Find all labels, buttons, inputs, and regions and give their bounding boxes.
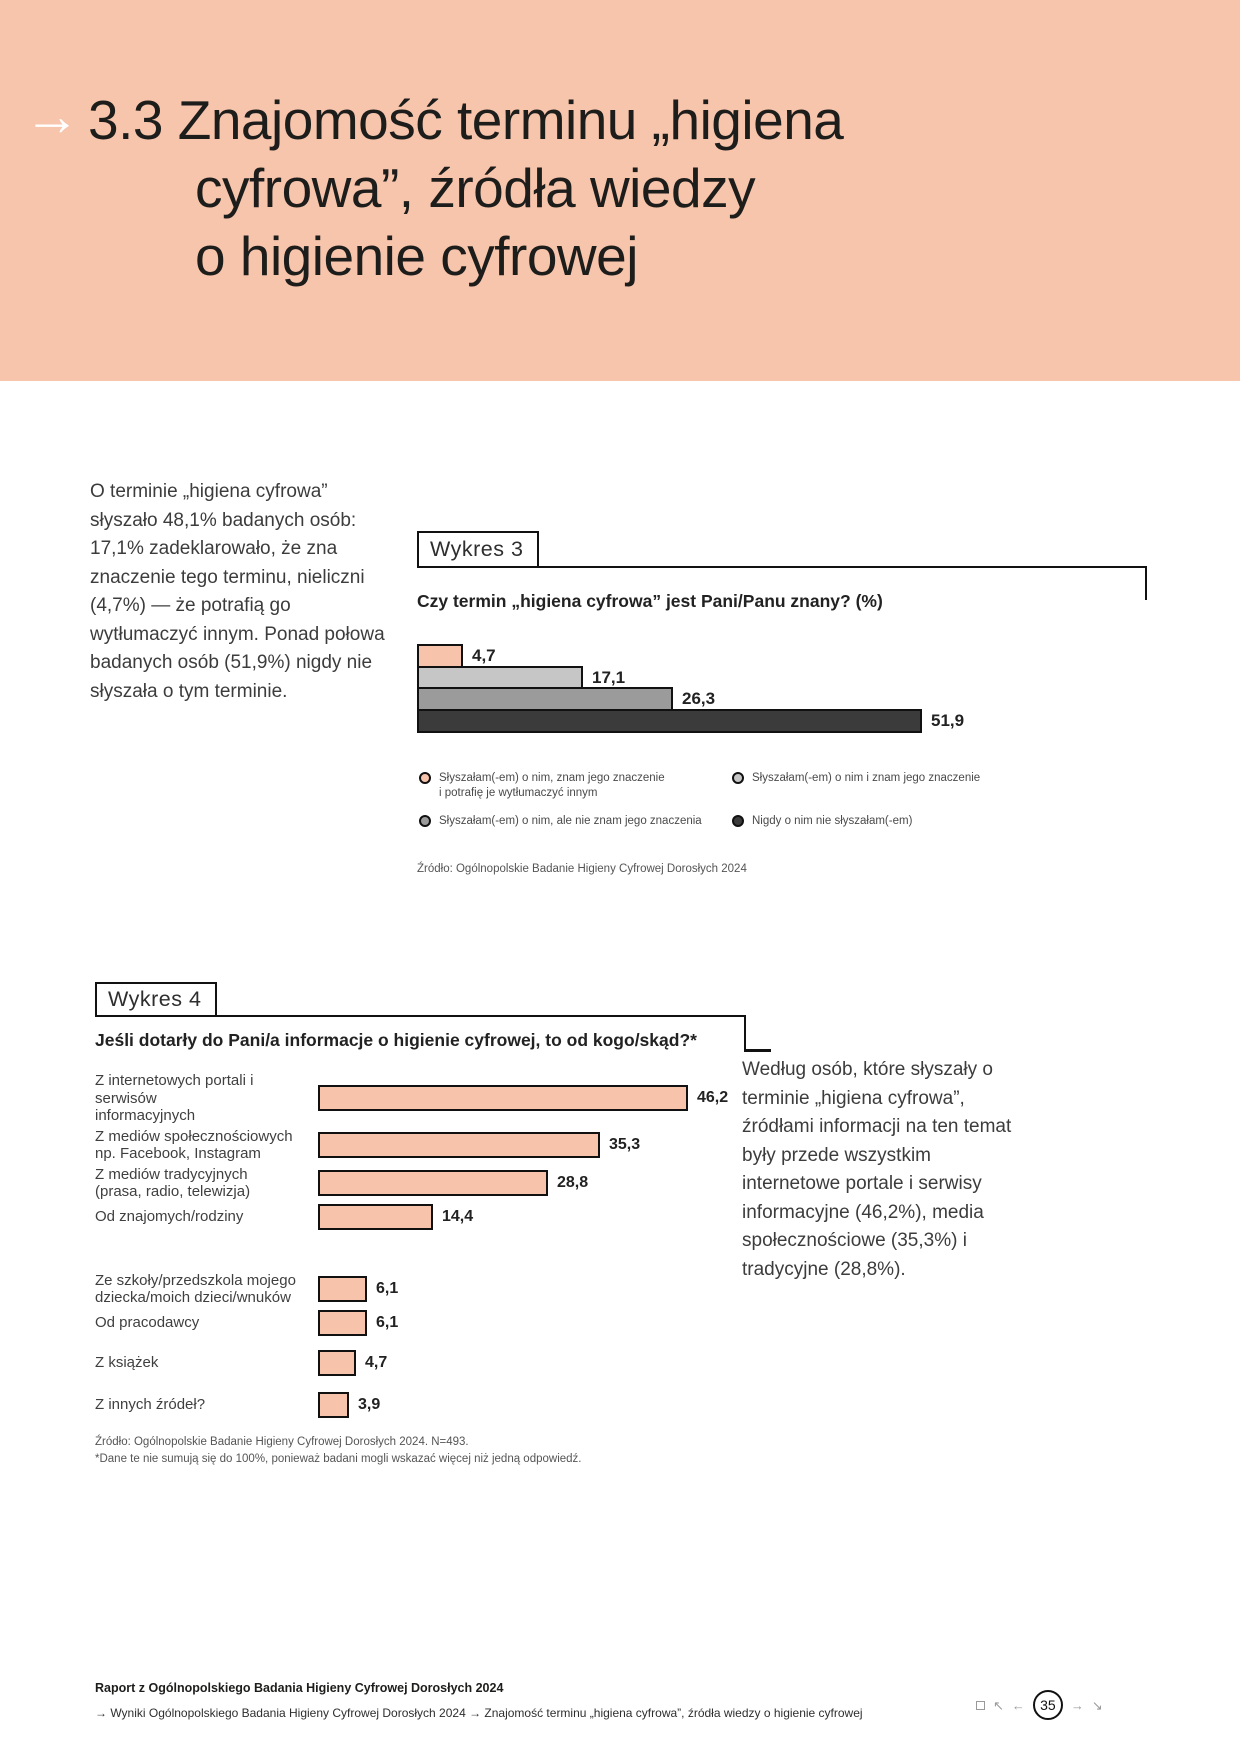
chart-4-bar: [318, 1392, 349, 1418]
legend-dot-icon: [732, 815, 744, 827]
section-arrow-icon: →: [24, 84, 80, 147]
chart-3-bar-row: [417, 644, 964, 668]
intro-paragraph: O terminie „higiena cyfrowa” słyszało 48,1% badanych osób: 17,1% zadeklarowało, że zna znaczenie tego terminu, nieliczni (4,7%) — że potrafią go wytłumaczyć innym. Ponad połowa badanych osób (51,9%) nigdy nie słyszała o tym terminie.: [90, 481, 385, 702]
chart-3-bar-value: 26,3: [682, 689, 716, 708]
arrow-up-left-icon[interactable]: ↖: [993, 1697, 1004, 1713]
legend-label: Słyszałam(-em) o nim i znam jego znaczenie: [752, 772, 981, 784]
chart-4-bar-row: [95, 1204, 795, 1230]
chart-3-bar: [417, 644, 463, 668]
chart-3-legend: [419, 771, 980, 829]
chart-3-bar-row: [417, 709, 964, 733]
page-title-line-1: 3.3 Znajomość terminu „higiena: [88, 89, 844, 151]
chart-4-bar-row: [95, 1128, 795, 1163]
aside-paragraph: Według osób, które słyszały o terminie „higiena cyfrowa”, źródłami informacji na ten temat były przede wszystkim internetowe portale i serwisy informacyjne (46,2%), media społecznościowe (35,3%) i tradycyjne (28,8%).: [742, 1059, 1012, 1280]
section-header-banner: [0, 0, 1240, 381]
legend-item: [732, 771, 980, 800]
chart-4-connector-line-vertical: [744, 1015, 747, 1052]
chart-4-bar-row: [95, 1072, 795, 1125]
chart-4-bar-row: [95, 1272, 795, 1307]
chart-3-bar-value: 4,7: [472, 646, 496, 665]
page-title: [88, 86, 843, 290]
legend-label: Słyszałam(-em) o nim, ale nie znam jego znaczenia: [439, 815, 702, 827]
chart-4-bar: [318, 1276, 367, 1302]
chart-3-title: Czy termin „higiena cyfrowa” jest Pani/Panu znany? (%): [417, 591, 883, 611]
footer-report-title: Raport z Ogólnopolskiego Badania Higieny Cyfrowej Dorosłych 2024: [95, 1681, 504, 1695]
chart-4-category-label: Z internetowych portali i serwisów informacyjnych: [95, 1072, 254, 1124]
chart-3-bar-row: [417, 666, 964, 690]
chart-4-bar-value: 4,7: [365, 1353, 388, 1371]
chart-4-bar-value: 6,1: [376, 1313, 399, 1331]
chart-4-bar-row: [95, 1166, 795, 1201]
chart-4-bar: [318, 1350, 356, 1376]
chart-4-bar: [318, 1132, 600, 1158]
arrow-left-icon[interactable]: ←: [1011, 1697, 1025, 1713]
chart-3-section: [417, 531, 1157, 891]
chart-4-title: Jeśli dotarły do Pani/a informacje o higienie cyfrowej, to od kogo/skąd?*: [95, 1030, 697, 1050]
chart-3-bar: [417, 709, 922, 733]
chart-4-bar-value: 35,3: [609, 1136, 641, 1153]
chart-3-bar: [417, 687, 673, 711]
chart-3-source: Źródło: Ogólnopolskie Badanie Higieny Cyfrowej Dorosłych 2024: [417, 863, 747, 875]
chart-4-bar: [318, 1085, 688, 1111]
square-icon[interactable]: [976, 1701, 985, 1710]
footer-nav-controls: [976, 1688, 1103, 1722]
wykres4-bars: [95, 1072, 795, 1421]
chart-4-tag-box: Wykres 4: [95, 982, 217, 1017]
chart-4-category-label: Ze szkoły/przedszkola mojego dziecka/moich dzieci/wnuków: [95, 1271, 296, 1306]
page-number-badge: 35: [1033, 1690, 1063, 1720]
chart-3-bar-value: 51,9: [931, 710, 965, 730]
chart-4-bar-value: 6,1: [376, 1280, 399, 1297]
chart-3-bar-value: 17,1: [592, 667, 626, 687]
legend-dot-icon: [419, 815, 431, 827]
chart-4-category-label: Z innych źródeł?: [95, 1395, 206, 1413]
chart-4-note: *Dane te nie sumują się do 100%, ponieważ badani mogli wskazać więcej niż jedną odpowiedź.: [95, 1453, 582, 1465]
chart-4-bar-value: 14,4: [442, 1207, 474, 1225]
chart-4-source: Źródło: Ogólnopolskie Badanie Higieny Cyfrowej Dorosłych 2024. N=493.: [95, 1436, 469, 1448]
chart-4-bar-value: 28,8: [557, 1174, 589, 1191]
page-title-line-3: o higienie cyfrowej: [195, 225, 638, 287]
chart-4-category-label: Z mediów tradycyjnych (prasa, radio, telewizja): [95, 1165, 251, 1200]
arrow-down-right-icon[interactable]: ↘: [1091, 1697, 1103, 1713]
legend-dot-icon: [419, 772, 431, 784]
chart-4-bar-row: [95, 1392, 795, 1418]
legend-item: [419, 771, 732, 800]
legend-item: [419, 814, 732, 829]
legend-label: Nigdy o nim nie słyszałam(-em): [752, 815, 913, 827]
chart-4-bar-row: [95, 1310, 795, 1336]
chart-4-connector-line-foot: [744, 1049, 771, 1052]
legend-dot-icon: [732, 772, 744, 784]
chart-4-category-label: Z książek: [95, 1353, 159, 1371]
page-title-line-2: cyfrowa”, źródła wiedzy: [195, 157, 756, 219]
chart-4-category-label: Od pracodawcy: [95, 1313, 200, 1331]
chart-4-bar-value: 3,9: [358, 1395, 381, 1413]
chart-3-bar: [417, 666, 583, 690]
arrow-right-icon[interactable]: →: [1070, 1697, 1084, 1713]
chart-4-bar: [318, 1170, 548, 1196]
chart-4-category-label: Od znajomych/rodziny: [95, 1207, 244, 1225]
chart-4-category-label: Z mediów społecznościowych np. Facebook, Instagram: [95, 1127, 293, 1162]
chart-3-bar-row: [417, 687, 964, 711]
chart-4-footnote: [95, 1434, 581, 1468]
chart-4-bar-row: [95, 1350, 795, 1376]
chart-3-connector-line-vertical: [1145, 566, 1148, 600]
chart-4-section: [95, 982, 795, 1482]
legend-label: Słyszałam(-em) o nim, znam jego znaczenie i potrafię je wytłumaczyć innym: [439, 772, 665, 799]
wykres3-bars: [417, 644, 964, 733]
chart-4-bar: [318, 1310, 367, 1336]
legend-item: [732, 814, 980, 829]
footer-breadcrumb: → Wyniki Ogólnopolskiego Badania Higieny Cyfrowej Dorosłych 2024 → Znajomość terminu „higiena cyfrowa”, źródła wiedzy o higienie cyfrowej: [95, 1706, 863, 1720]
chart-3-tag-box: Wykres 3: [417, 531, 539, 568]
chart-4-bar: [318, 1204, 433, 1230]
chart-4-bar-value: 46,2: [697, 1089, 729, 1107]
